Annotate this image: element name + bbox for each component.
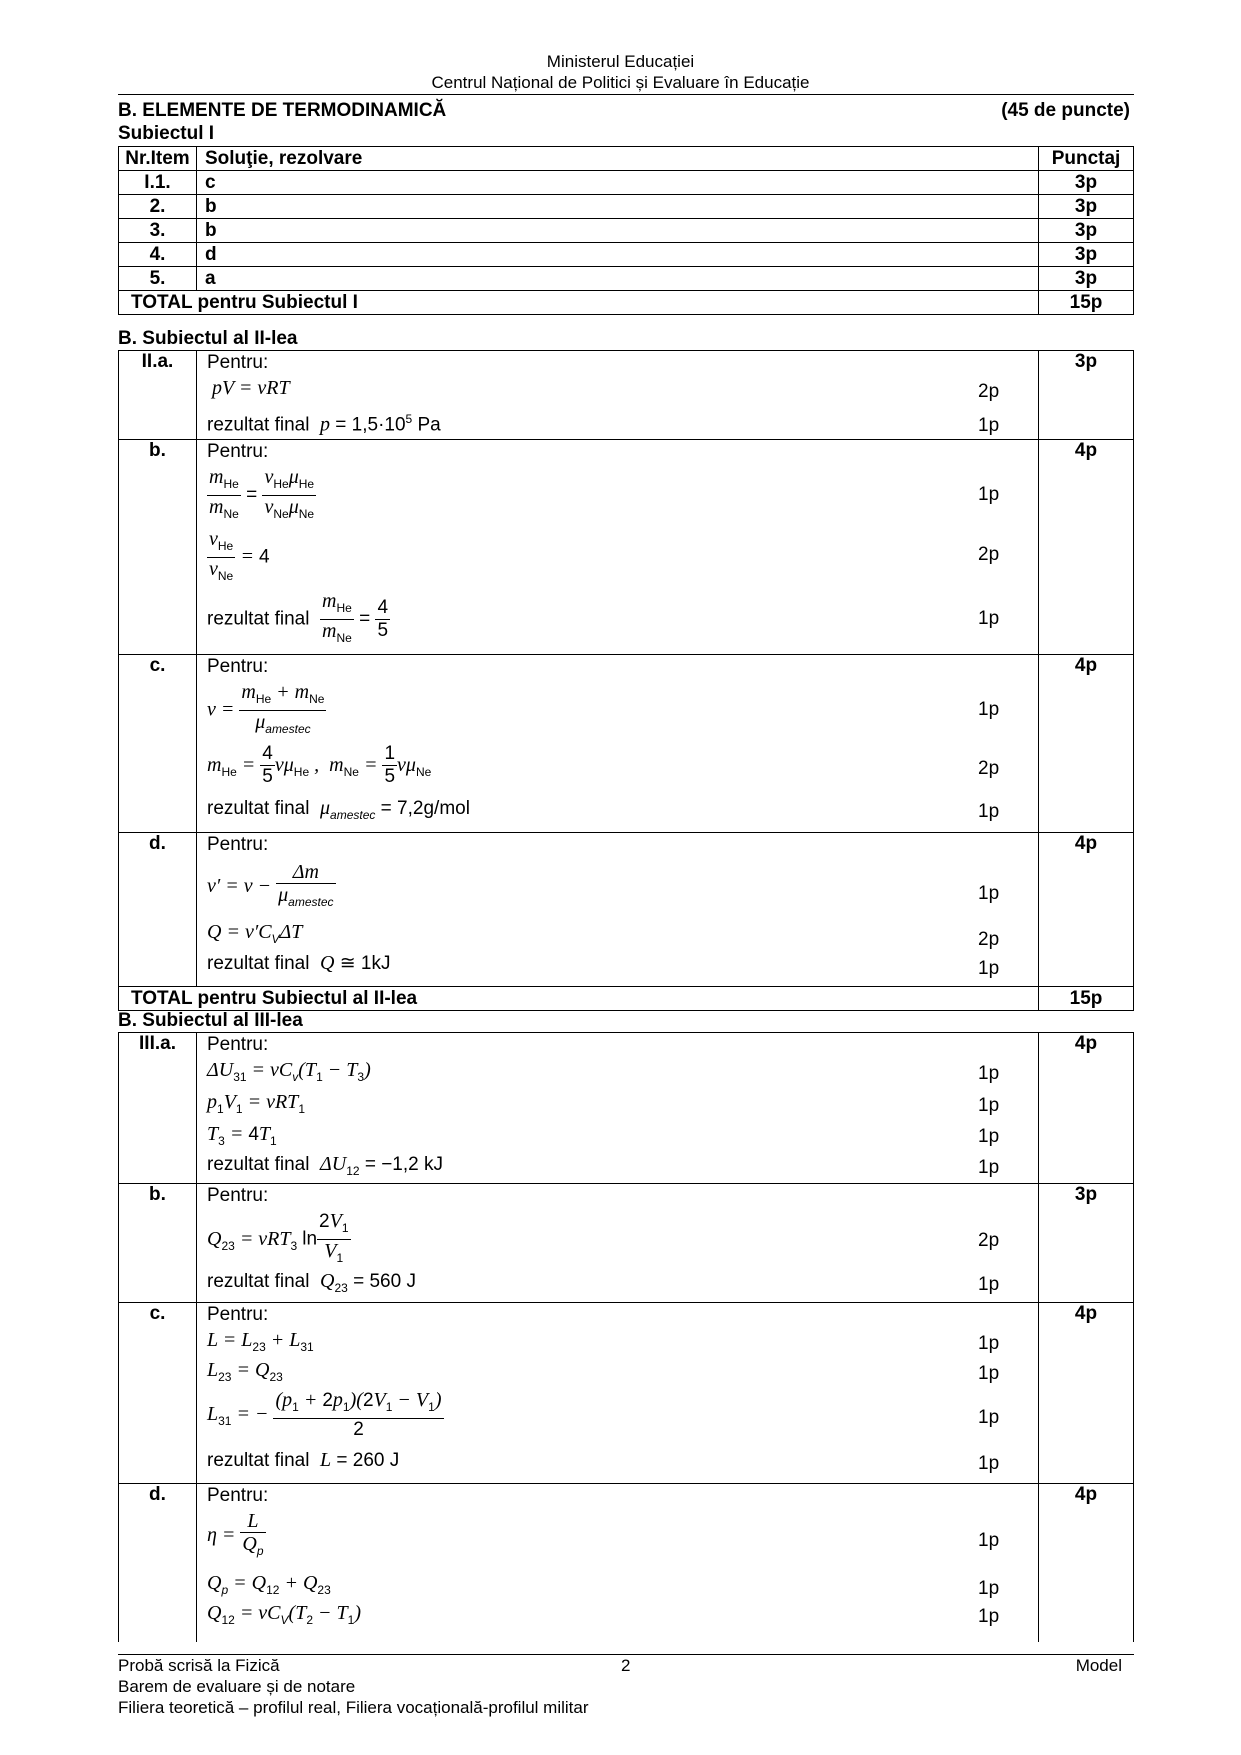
step-points: 1p: [978, 1453, 1000, 1474]
section-title: B. ELEMENTE DE TERMODINAMICĂ: [118, 100, 447, 121]
step-points: 1p: [978, 1333, 1000, 1354]
row-item: d.: [119, 1484, 197, 1643]
row-answer: a: [197, 267, 1039, 291]
row-solution: [197, 833, 1039, 987]
step-points: 2p: [978, 758, 1000, 779]
page-number: 2: [621, 1656, 631, 1675]
row-item: d.: [119, 833, 197, 987]
step-points: 2p: [978, 929, 1000, 950]
step-points: 1p: [978, 1063, 1000, 1084]
step-points: 1p: [978, 1126, 1000, 1147]
row-solution: [197, 440, 1039, 655]
formula: ν = $\frac{m_{He} + m_{Ne}}{\mu_{amestec}}$: [207, 681, 325, 736]
row-item: b.: [119, 440, 197, 655]
intro-text: Pentru:: [207, 1185, 269, 1206]
row-answer: b: [197, 195, 1039, 219]
row-answer: b: [197, 219, 1039, 243]
table-row: [119, 440, 1134, 655]
total-points: 15p: [1039, 291, 1134, 315]
formula: $L = L_{23} + L_{31}$: [207, 1329, 314, 1354]
table-row: [119, 243, 1134, 267]
section-points: (45 de puncte): [1001, 100, 1130, 121]
table-row: [119, 1033, 1134, 1184]
step-points: 1p: [978, 415, 1000, 436]
formula: rezultat final L = 260 J: [207, 1449, 400, 1471]
subject1-title: Subiectul I: [118, 123, 215, 144]
row-points: 3p: [1039, 267, 1134, 291]
row-item: c.: [119, 1303, 197, 1484]
step-points: 1p: [978, 1530, 1000, 1551]
step-points: 1p: [978, 883, 1000, 904]
step-points: 1p: [978, 608, 1000, 629]
row-points: 4p: [1039, 1303, 1134, 1484]
step-points: 1p: [978, 1606, 1000, 1627]
row-points: 3p: [1039, 171, 1134, 195]
step-points: 1p: [978, 1363, 1000, 1384]
total-label: TOTAL pentru Subiectul I: [119, 291, 1039, 315]
col-header-item: Nr.Item: [119, 147, 197, 171]
row-solution: [197, 1033, 1039, 1184]
formula: $\Delta U_{31} = \nu C_v(T_1 - T_3)$: [207, 1059, 371, 1084]
intro-text: Pentru:: [207, 1485, 269, 1506]
row-answer: c: [197, 171, 1039, 195]
step-points: 2p: [978, 381, 1000, 402]
formula: rezultat final $\frac{m_{He}}{m_{Ne}}$ = $\frac{4}{5}$: [207, 590, 389, 645]
row-solution: [197, 1303, 1039, 1484]
table-row: [119, 267, 1134, 291]
table-row: [119, 833, 1134, 987]
step-points: 1p: [978, 1578, 1000, 1599]
row-points: 4p: [1039, 655, 1134, 833]
row-solution: [197, 1184, 1039, 1303]
row-points: 4p: [1039, 1484, 1134, 1643]
formula: rezultat final Q ≅ 1kJ: [207, 952, 391, 974]
row-solution: [197, 1484, 1039, 1643]
row-points: 3p: [1039, 351, 1134, 440]
step-points: 1p: [978, 1407, 1000, 1428]
footer-exam: Probă scrisă la Fizică: [118, 1656, 280, 1675]
table-header-row: [119, 147, 1134, 171]
formula: $Q = \nu'C_V\Delta T$: [207, 921, 303, 946]
total-row: [119, 987, 1134, 1011]
intro-text: Pentru:: [207, 1034, 269, 1055]
formula: rezultat final $p = 1,5\cdot 10^5$ Pa: [207, 412, 441, 436]
formula: $\frac{m_{He}}{m_{Ne}}$ = $\frac{\nu_{He}\mu_{He}}{\nu_{Ne}\mu_{Ne}}$: [209, 466, 315, 521]
table-row: [119, 195, 1134, 219]
intro-text: Pentru:: [207, 1304, 269, 1325]
row-solution: [197, 655, 1039, 833]
formula: rezultat final $Q_{23} = 560$ J: [207, 1270, 416, 1295]
step-points: 1p: [978, 1095, 1000, 1116]
formula: $m_{He}$ = $\frac{4}{5}$ $\nu\mu_{He}$ , $m_{Ne}$ = $\frac{1}{5}$ $\nu\mu_{Ne}$: [207, 743, 432, 787]
footer-line3: Filiera teoretică – profilul real, Filiera vocațională-profilul militar: [118, 1698, 589, 1717]
formula: $Q_{23} = \nu RT_3$ ln $\frac{2V_1}{V_1}$: [207, 1210, 349, 1265]
step-points: 1p: [978, 801, 1000, 822]
footer-line1: [118, 1656, 1134, 1676]
col-header-points: Punctaj: [1039, 147, 1134, 171]
header-center: Centrul Național de Politici și Evaluare în Educație: [431, 73, 810, 92]
row-item: 5.: [119, 267, 197, 291]
row-points: 4p: [1039, 833, 1134, 987]
step-points: 1p: [978, 699, 1000, 720]
table-row: [119, 219, 1134, 243]
formula: pV = νRT: [207, 377, 290, 399]
row-points: 3p: [1039, 195, 1134, 219]
table-row: [119, 1484, 1134, 1643]
header-ministry: Ministerul Educației: [546, 52, 695, 71]
row-item: 4.: [119, 243, 197, 267]
footer-model: Model: [1075, 1656, 1122, 1675]
footer-divider: [118, 1654, 1134, 1655]
col-header-solution: Soluţie, rezolvare: [197, 147, 1039, 171]
step-points: 2p: [978, 544, 1000, 565]
footer-line2: Barem de evaluare și de notare: [118, 1677, 356, 1696]
step-points: 1p: [978, 1274, 1000, 1295]
table-row: [119, 655, 1134, 833]
total-points: 15p: [1039, 987, 1134, 1011]
subject2-table: [118, 350, 1134, 1011]
step-points: 1p: [978, 484, 1000, 505]
formula: ν′ = ν − $\frac{\Delta m}{\mu_{amestec}}$: [207, 861, 334, 909]
intro-text: Pentru:: [207, 834, 269, 855]
header-divider: [118, 94, 1134, 95]
step-points: 2p: [978, 1230, 1000, 1251]
formula: $Q_p = Q_{12} + Q_{23}$: [207, 1572, 331, 1597]
total-label: TOTAL pentru Subiectul al II-lea: [119, 987, 1039, 1011]
subject3-table: [118, 1032, 1134, 1642]
formula: $Q_{12} = \nu C_V(T_2 - T_1)$: [207, 1602, 362, 1627]
subject1-table: [118, 146, 1134, 315]
step-points: 1p: [978, 1157, 1000, 1178]
subject2-title: B. Subiectul al II-lea: [118, 328, 298, 349]
table-row: [119, 171, 1134, 195]
table-row: [119, 351, 1134, 440]
formula: η = $\frac{L}{Q_p}$: [207, 1510, 264, 1558]
formula: $\frac{\nu_{He}}{\nu_{Ne}}$ = 4: [209, 528, 270, 583]
row-item: 2.: [119, 195, 197, 219]
row-item: III.a.: [119, 1033, 197, 1184]
row-item: 3.: [119, 219, 197, 243]
formula: $p_1V_1 = \nu RT_1$: [207, 1091, 305, 1116]
table-row: [119, 1303, 1134, 1484]
total-row: [119, 291, 1134, 315]
row-answer: d: [197, 243, 1039, 267]
row-item: b.: [119, 1184, 197, 1303]
section-title-row: [118, 100, 1134, 122]
row-item: c.: [119, 655, 197, 833]
formula: $T_3 = 4T_1$: [207, 1123, 277, 1148]
formula: $L_{23} = Q_{23}$: [207, 1359, 283, 1384]
intro-text: Pentru:: [207, 441, 269, 462]
table-row: [119, 1184, 1134, 1303]
row-points: 3p: [1039, 219, 1134, 243]
row-points: 4p: [1039, 1033, 1134, 1184]
row-item: II.a.: [119, 351, 197, 440]
row-points: 3p: [1039, 243, 1134, 267]
formula: rezultat final $\mu_{amestec} = 7,2g/mol$: [207, 797, 470, 822]
formula: rezultat final $\Delta U_{12} = -1,2$ kJ: [207, 1153, 443, 1178]
subject3-title: B. Subiectul al III-lea: [118, 1010, 303, 1031]
formula: $L_{31}$ = − $\frac{(p_1 + 2p_1)(2V_1 - V_1)}{2}$: [207, 1389, 442, 1440]
intro-text: Pentru:: [207, 352, 269, 373]
intro-text: Pentru:: [207, 656, 269, 677]
row-item: I.1.: [119, 171, 197, 195]
step-points: 1p: [978, 958, 1000, 979]
row-points: 3p: [1039, 1184, 1134, 1303]
row-points: 4p: [1039, 440, 1134, 655]
row-solution: [197, 351, 1039, 440]
